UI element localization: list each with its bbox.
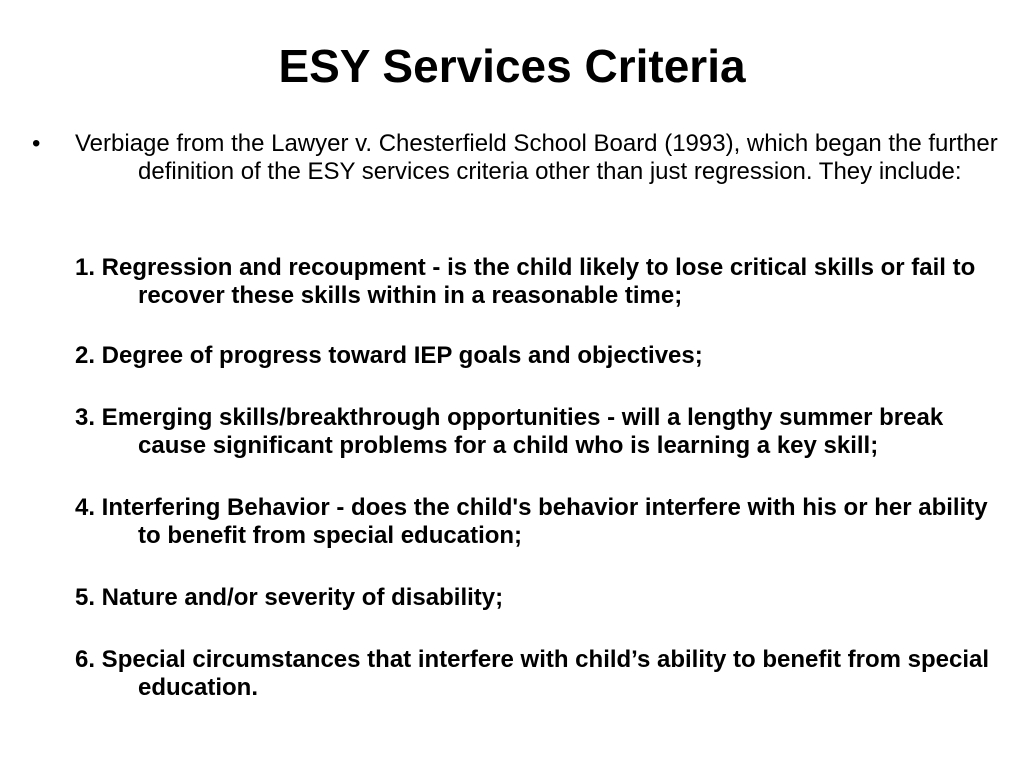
criteria-item-regression: 1. Regression and recoupment - is the child likely to lose critical skills or fail to recover these skills within in a reasonable time; (75, 254, 976, 309)
criteria-item-progress: 2. Degree of progress toward IEP goals and objectives; (75, 342, 703, 369)
criteria-item-disability: 5. Nature and/or severity of disability; (75, 584, 504, 611)
criteria-item-interfering-behavior: 4. Interfering Behavior - does the child's behavior interfere with his or her ability to benefit from special education; (75, 494, 988, 549)
criteria-item-emerging-skills: 3. Emerging skills/breakthrough opportunities - will a lengthy summer break cause significant problems for a child who is learning a key skill; (75, 404, 944, 459)
criteria-list (75, 254, 1005, 702)
bullet-marker: • (32, 130, 41, 157)
criteria-item-special-circumstances: 6. Special circumstances that interfere with child’s ability to benefit from special education. (75, 646, 990, 701)
intro-bullet-text: Verbiage from the Lawyer v. Chesterfield School Board (1993), which began the further definition of the ESY services criteria other than just regression. They include: (75, 130, 998, 185)
intro-bullet (32, 130, 998, 186)
slide-title: ESY Services Criteria (278, 40, 746, 92)
